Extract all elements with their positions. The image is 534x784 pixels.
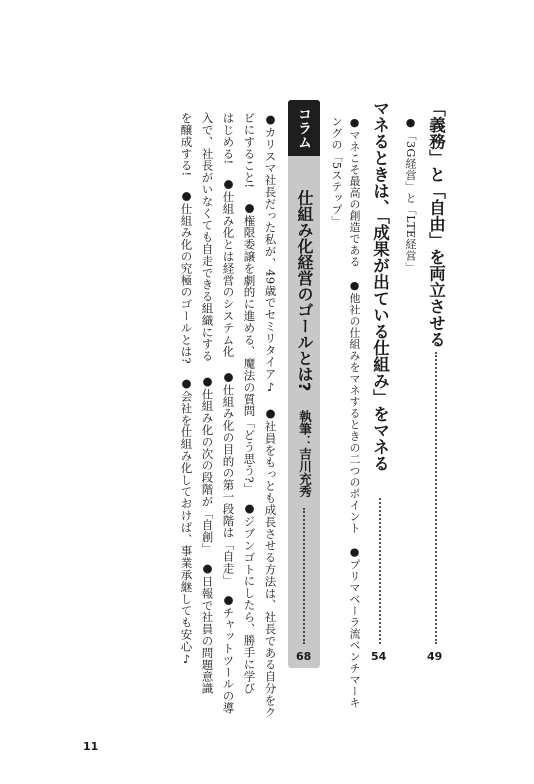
- entry-page-number: 49: [427, 650, 443, 663]
- entry-subtopic: ングの「5ステップ」: [330, 116, 343, 227]
- column-page-number: 68: [296, 650, 312, 663]
- leader-dots: [379, 498, 381, 644]
- column-author: 執筆：吉川充秀: [297, 410, 313, 498]
- column-body-line: ビにすること! ●権限委譲を劇的に進める、魔法の質問「どう思う?」 ●ジブンゴトにしたら、勝手に学び: [242, 112, 257, 695]
- entry-title: 「義務」と「自由」を両立させる: [426, 100, 446, 348]
- column-body-line: はじめる! ●仕組み化とは経営のシステム化 ●仕組み化の目的の第一段階は「自走」 ●チャットツールの導: [221, 112, 236, 714]
- column-title: 仕組み化経営のゴールとは?: [295, 190, 314, 392]
- leader-dots: [435, 352, 437, 644]
- page-number: 11: [83, 740, 99, 753]
- column-body-line: 入で、社長がいなくても自走できる組織にする ●仕組み化の次の段階が「自創」 ●日報で社員の問題意識: [200, 112, 215, 695]
- entry-page-number: 54: [371, 650, 387, 663]
- column-label-text: コラム: [296, 107, 312, 149]
- entry-subtopic: ●「3G経営」と「LTE経営」: [404, 116, 417, 274]
- column-body-line: ●カリスマ社長だった私が、49歳でセミリタイア♪ ●社員をもっとも成長させる方法は、社長である自分をク: [263, 112, 278, 719]
- column-body-line: を醸成する! ●仕組み化の究極のゴールとは? ●会社を仕組み化しておけば、事業承継しても安心♪: [179, 112, 194, 667]
- entry-title: マネるときは、「成果が出ている仕組み」をマネる: [370, 100, 390, 472]
- entry-subtopic: ●マネこそ最高の創造である ●他社の仕組みをマネするときの二つのポイント ●プリマベーラ流ベンチマーキ: [348, 116, 361, 709]
- column-label: [288, 100, 320, 156]
- leader-dots: [303, 508, 305, 644]
